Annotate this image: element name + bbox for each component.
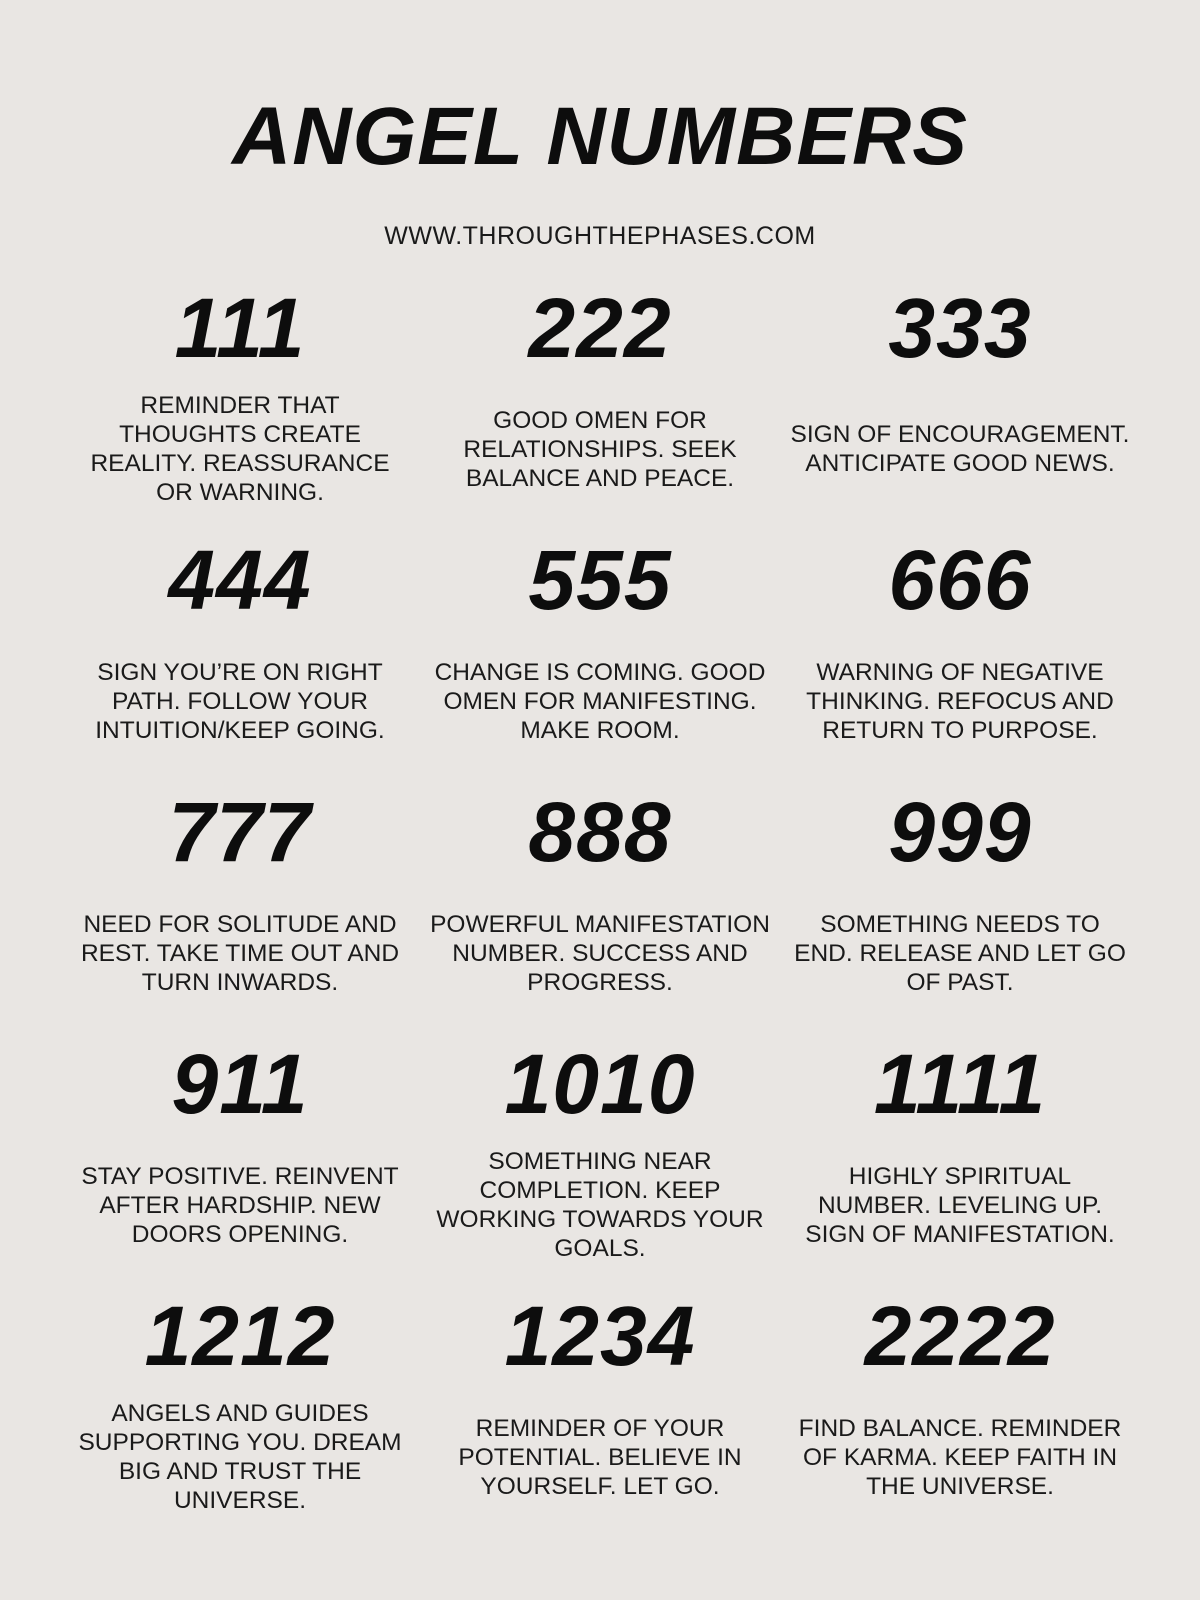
angel-number-card-1111 [780, 1037, 1140, 1296]
angel-number: 1010 [504, 1037, 696, 1131]
angel-number: 1111 [873, 1037, 1047, 1131]
page-title: ANGEL NUMBERS [232, 91, 968, 182]
angel-number-meaning: REMINDER OF YOUR POTENTIAL. BELIEVE IN YOURSELF. LET GO. [458, 1414, 742, 1500]
angel-number-card-555 [420, 533, 780, 792]
angel-number-card-777 [60, 785, 420, 1044]
angel-number-card-666 [780, 533, 1140, 792]
angel-number: 911 [171, 1037, 309, 1131]
angel-number-meaning: NEED FOR SOLITUDE AND REST. TAKE TIME OUT AND TURN INWARDS. [80, 910, 400, 996]
angel-number: 444 [168, 533, 312, 627]
angel-number-meaning: ANGELS AND GUIDES SUPPORTING YOU. DREAM BIG AND TRUST THE UNIVERSE. [78, 1400, 402, 1514]
angel-number-meaning: POWERFUL MANIFESTATION NUMBER. SUCCESS AND PROGRESS. [430, 910, 770, 996]
angel-number-meaning: STAY POSITIVE. REINVENT AFTER HARDSHIP. NEW DOORS OPENING. [81, 1162, 399, 1248]
angel-number-card-444 [60, 533, 420, 792]
angel-number-card-1010 [420, 1037, 780, 1296]
angel-number-card-2222 [780, 1289, 1140, 1548]
angel-number-card-1212 [60, 1289, 420, 1548]
angel-number-meaning: SOMETHING NEAR COMPLETION. KEEP WORKING TOWARDS YOUR GOALS. [436, 1148, 764, 1262]
angel-number: 777 [168, 785, 312, 879]
angel-number: 888 [528, 785, 672, 879]
website-url: WWW.THROUGHTHEPHASES.COM [384, 222, 816, 250]
angel-number-card-222 [420, 281, 780, 540]
angel-number-card-111 [60, 281, 420, 540]
angel-number: 999 [888, 785, 1032, 879]
angel-number-meaning: HIGHLY SPIRITUAL NUMBER. LEVELING UP. SIGN OF MANIFESTATION. [805, 1162, 1115, 1248]
angel-number-card-911 [60, 1037, 420, 1296]
angel-number-card-333 [780, 281, 1140, 540]
angel-number-meaning: SIGN OF ENCOURAGEMENT. ANTICIPATE GOOD NEWS. [790, 421, 1130, 477]
angel-number: 222 [528, 281, 672, 375]
angel-number: 1234 [504, 1289, 696, 1383]
angel-number-meaning: CHANGE IS COMING. GOOD OMEN FOR MANIFESTING. MAKE ROOM. [434, 658, 766, 744]
angel-number-meaning: SIGN YOU’RE ON RIGHT PATH. FOLLOW YOUR INTUITION/KEEP GOING. [95, 658, 385, 744]
angel-number-card-999 [780, 785, 1140, 1044]
angel-number-meaning: WARNING OF NEGATIVE THINKING. REFOCUS AND RETURN TO PURPOSE. [806, 658, 1114, 744]
angel-number-meaning: FIND BALANCE. REMINDER OF KARMA. KEEP FAITH IN THE UNIVERSE. [798, 1414, 1122, 1500]
angel-number-meaning: GOOD OMEN FOR RELATIONSHIPS. SEEK BALANCE AND PEACE. [463, 406, 737, 492]
angel-number-meaning: REMINDER THAT THOUGHTS CREATE REALITY. REASSURANCE OR WARNING. [90, 392, 390, 506]
angel-number: 555 [528, 533, 672, 627]
angel-number-card-888 [420, 785, 780, 1044]
angel-number: 2222 [864, 1289, 1056, 1383]
angel-number: 666 [888, 533, 1032, 627]
angel-number: 111 [174, 281, 306, 375]
angel-number-card-1234 [420, 1289, 780, 1548]
angel-numbers-grid [60, 281, 1140, 1548]
angel-number: 333 [888, 281, 1032, 375]
angel-number: 1212 [144, 1289, 336, 1383]
angel-number-meaning: SOMETHING NEEDS TO END. RELEASE AND LET GO OF PAST. [794, 910, 1126, 996]
